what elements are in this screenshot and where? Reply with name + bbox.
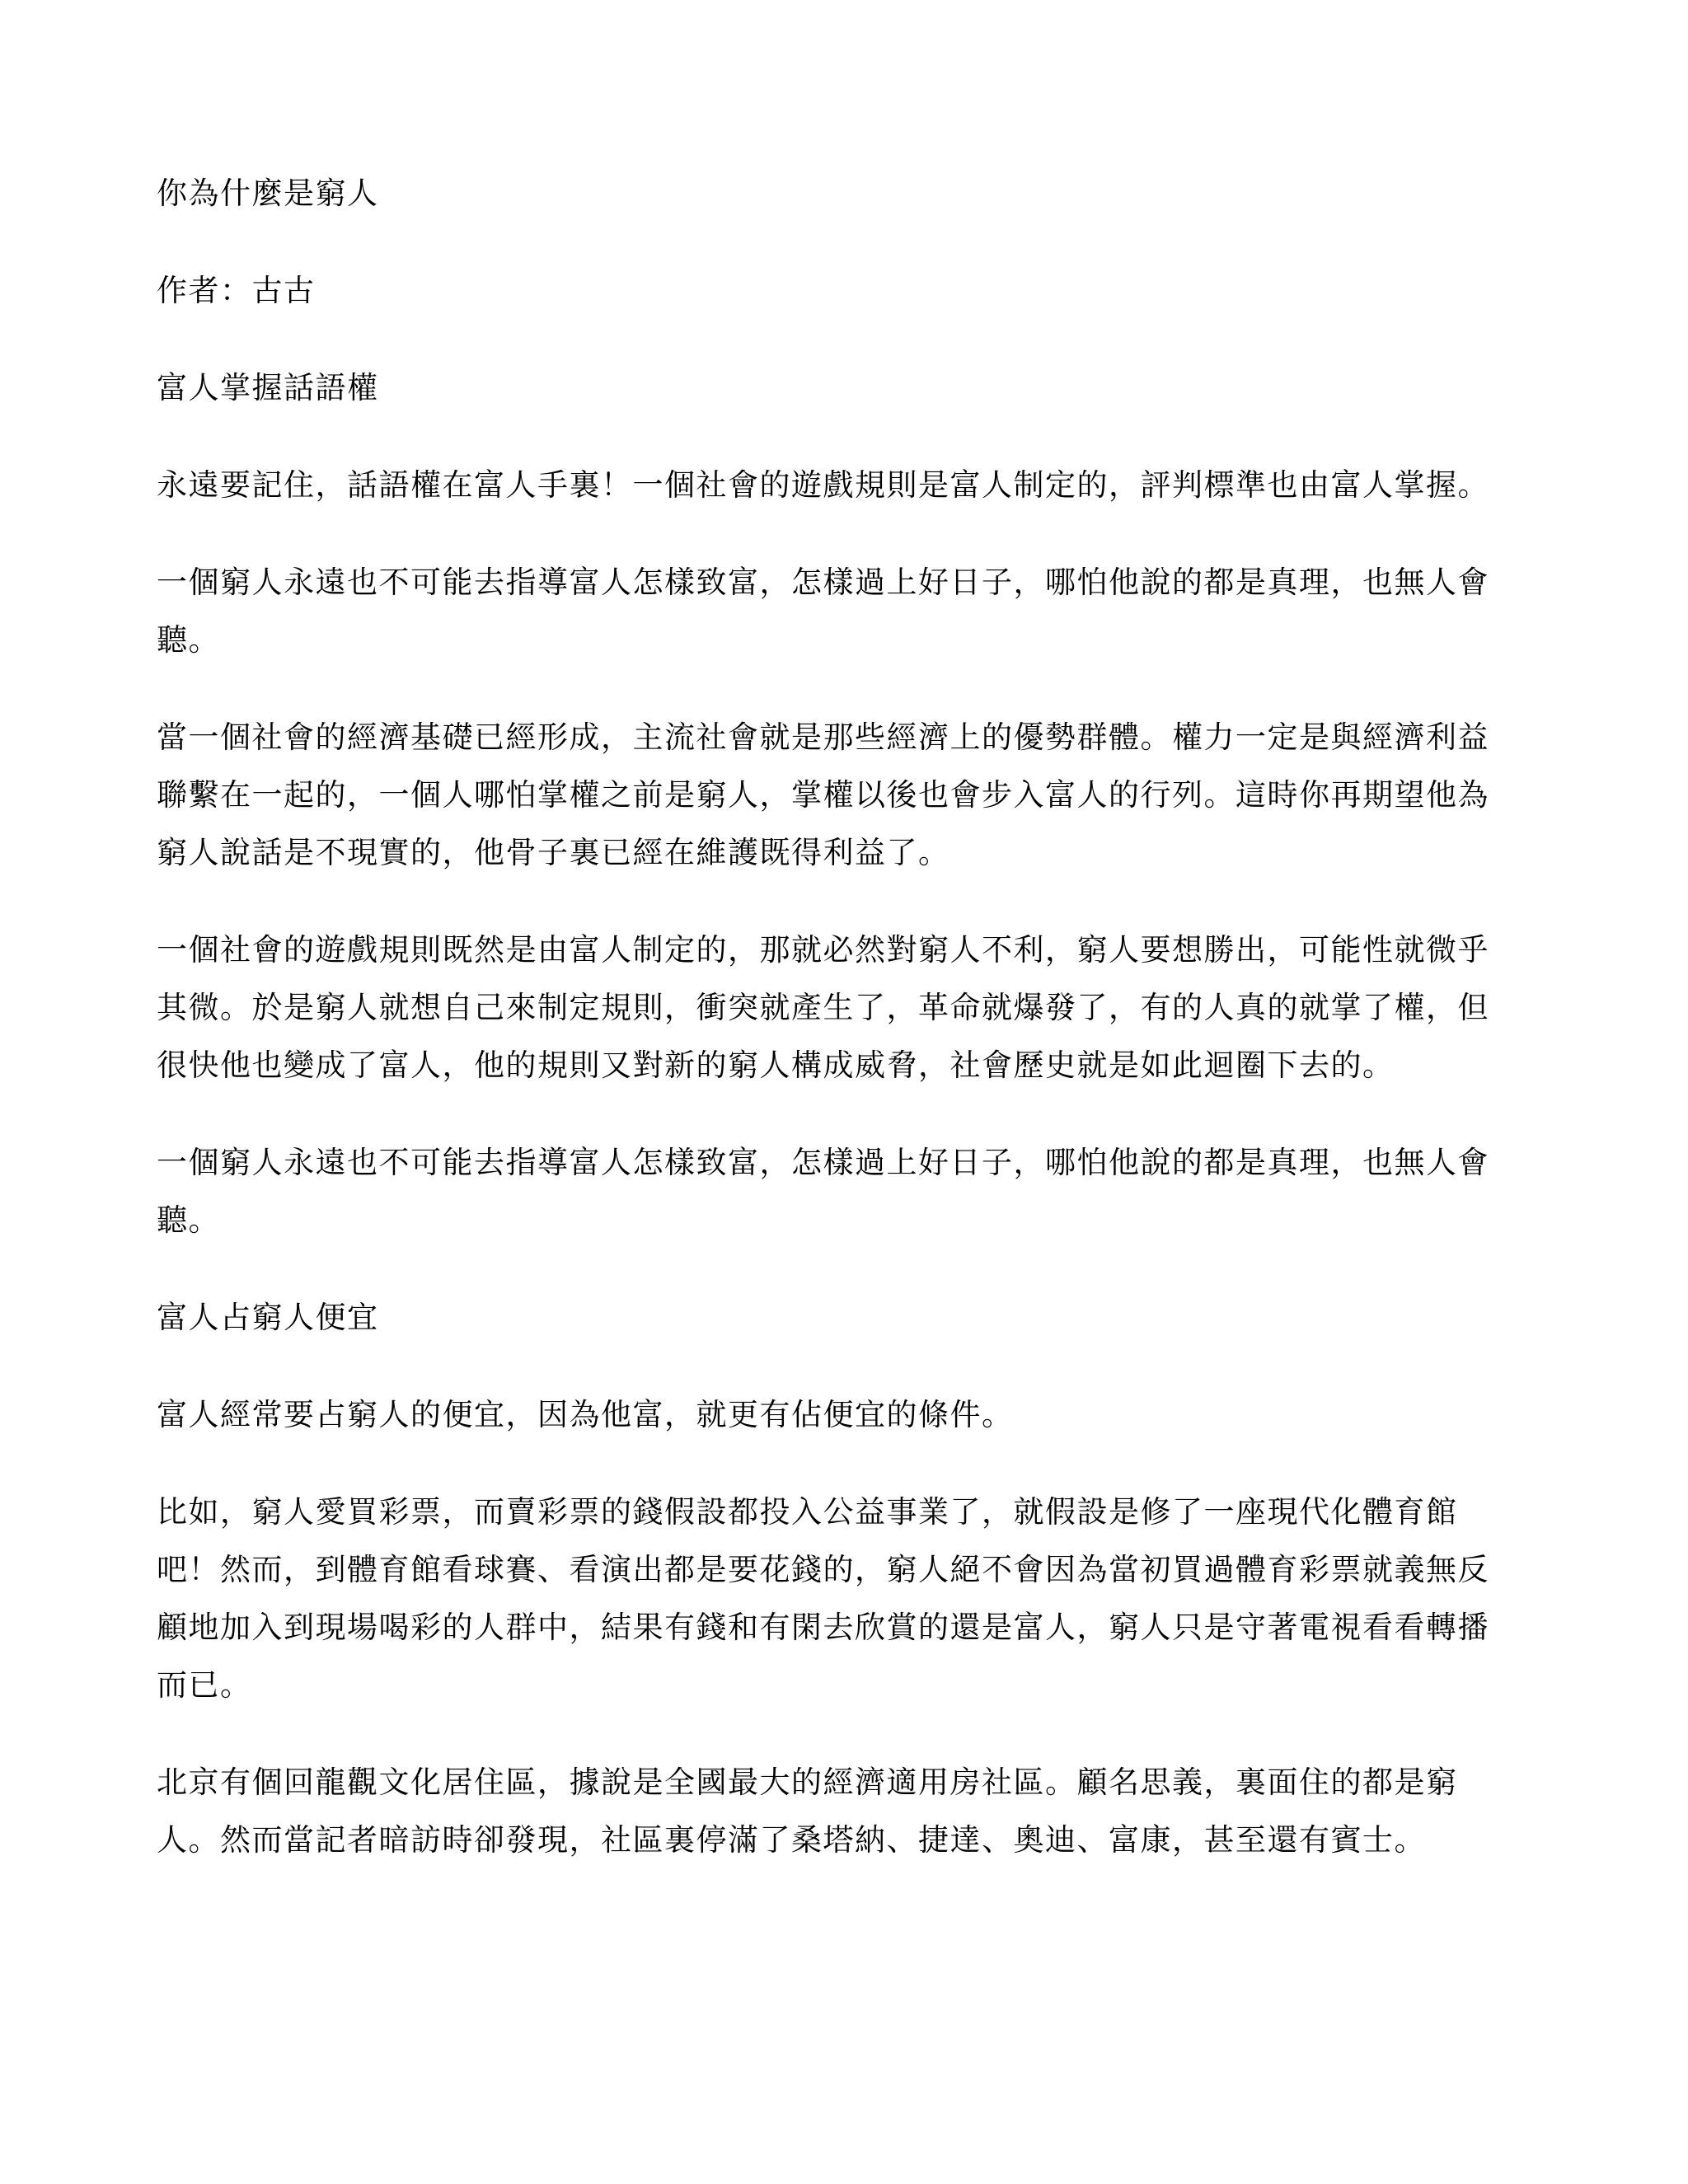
document-title: 你為什麼是窮人 <box>157 176 379 211</box>
paragraph: 富人經常要占窮人的便宜，因為他富，就更有佔便宜的條件。 <box>157 1397 1014 1432</box>
paragraph: 永遠要記住，話語權在富人手裏！一個社會的遊戲規則是富人制定的，評判標準也由富人掌握。 <box>157 467 1489 503</box>
section-heading-advantage: 富人占窮人便宜 <box>157 1300 379 1335</box>
author-line: 作者：古古 <box>157 273 316 308</box>
paragraph: 一個窮人永遠也不可能去指導富人怎樣致富，怎樣過上好日子，哪怕他說的都是真理，也無人會聽。 <box>157 565 1489 658</box>
paragraph: 一個窮人永遠也不可能去指導富人怎樣致富，怎樣過上好日子，哪怕他說的都是真理，也無人會聽。 <box>157 1145 1489 1238</box>
paragraph: 北京有個回龍觀文化居住區，據說是全國最大的經濟適用房社區。顧名思義，裏面住的都是窮人。然而當記者暗訪時卻發現，社區裏停滿了桑塔納、捷達、奧迪、富康，甚至還有賓士。 <box>157 1765 1458 1858</box>
section-heading-speech-power: 富人掌握話語權 <box>157 370 379 405</box>
paragraph: 比如，窮人愛買彩票，而賣彩票的錢假設都投入公益事業了，就假設是修了一座現代化體育館吧！然而，到體育館看球賽、看演出都是要花錢的，窮人絕不會因為當初買過體育彩票就義無反顧地加入到現場喝彩的人群中，結果有錢和有閑去欣賞的還是富人，窮人只是守著電視看看轉播而已。 <box>157 1494 1489 1703</box>
document-body <box>157 165 1517 1909</box>
paragraph: 當一個社會的經濟基礎已經形成，主流社會就是那些經濟上的優勢群體。權力一定是與經濟利益聯繫在一起的，一個人哪怕掌權之前是窮人，掌權以後也會步入富人的行列。這時你再期望他為窮人說話是不現實的，他骨子裏已經在維護既得利益了。 <box>157 719 1489 870</box>
paragraph: 一個社會的遊戲規則既然是由富人制定的，那就必然對窮人不利，窮人要想勝出，可能性就微乎其微。於是窮人就想自己來制定規則，衝突就產生了，革命就爆發了，有的人真的就掌了權，但很快他也變成了富人，他的規則又對新的窮人構成威脅，社會歷史就是如此迴圈下去的。 <box>157 932 1489 1083</box>
